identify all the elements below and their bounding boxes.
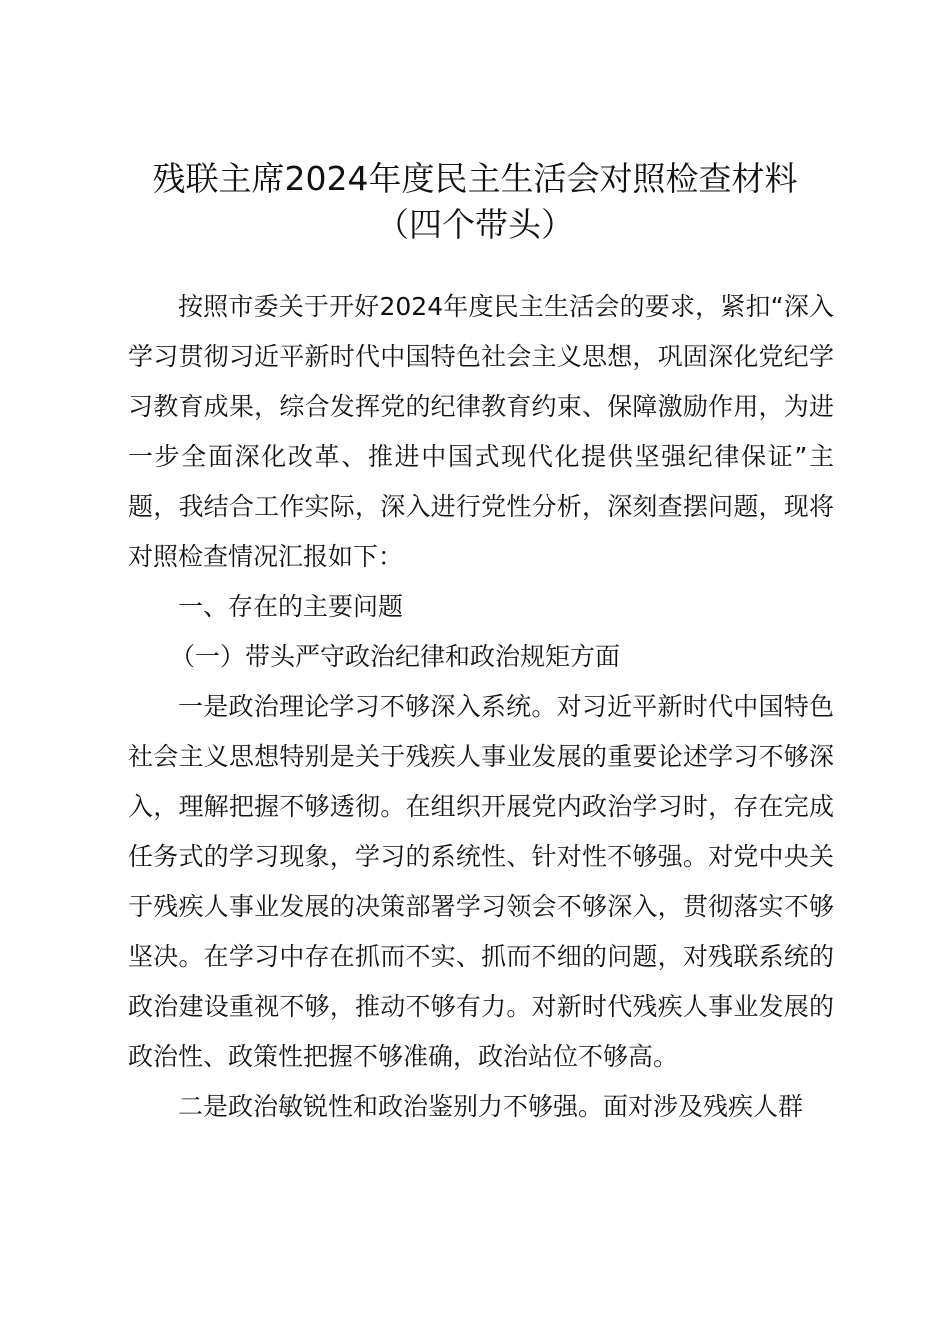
- subsection-heading-1: （一）带头严守政治纪律和政治规矩方面: [170, 642, 621, 671]
- document-body: [128, 282, 834, 1132]
- point-paragraph-1: 一是政治理论学习不够深入系统。对习近平新时代中国特色社会主义思想特别是关于残疾人事业发展的重要论述学习不够深入，理解把握不够透彻。在组织开展党内政治学习时，存在完成任务式的学习现象，学习的系统性、针对性不够强。对党中央关于残疾人事业发展的决策部署学习领会不够深入，贯彻落实不够坚决。在学习中存在抓而不实、抓而不细的问题，对残联系统的政治建设重视不够，推动不够有力。对新时代残疾人事业发展的政治性、政策性把握不够准确，政治站位不够高。: [128, 692, 834, 1071]
- title-line-2: （四个带头）: [376, 205, 574, 244]
- point-paragraph-2: 二是政治敏锐性和政治鉴别力不够强。面对涉及残疾人群: [178, 1092, 804, 1121]
- title-line-1: 残联主席2024年度民主生活会对照检查材料: [152, 159, 798, 198]
- section-heading-1: 一、存在的主要问题: [178, 592, 404, 621]
- intro-paragraph: 按照市委关于开好2024年度民主生活会的要求，紧扣“深入学习贯彻习近平新时代中国特色社会主义思想，巩固深化党纪学习教育成果，综合发挥党的纪律教育约束、保障激励作用，为进一步全面深化改革、推进中国式现代化提供坚强纪律保证”主题，我结合工作实际，深入进行党性分析，深刻查摆问题，现将对照检查情况汇报如下：: [128, 292, 834, 571]
- document-title: [0, 156, 950, 248]
